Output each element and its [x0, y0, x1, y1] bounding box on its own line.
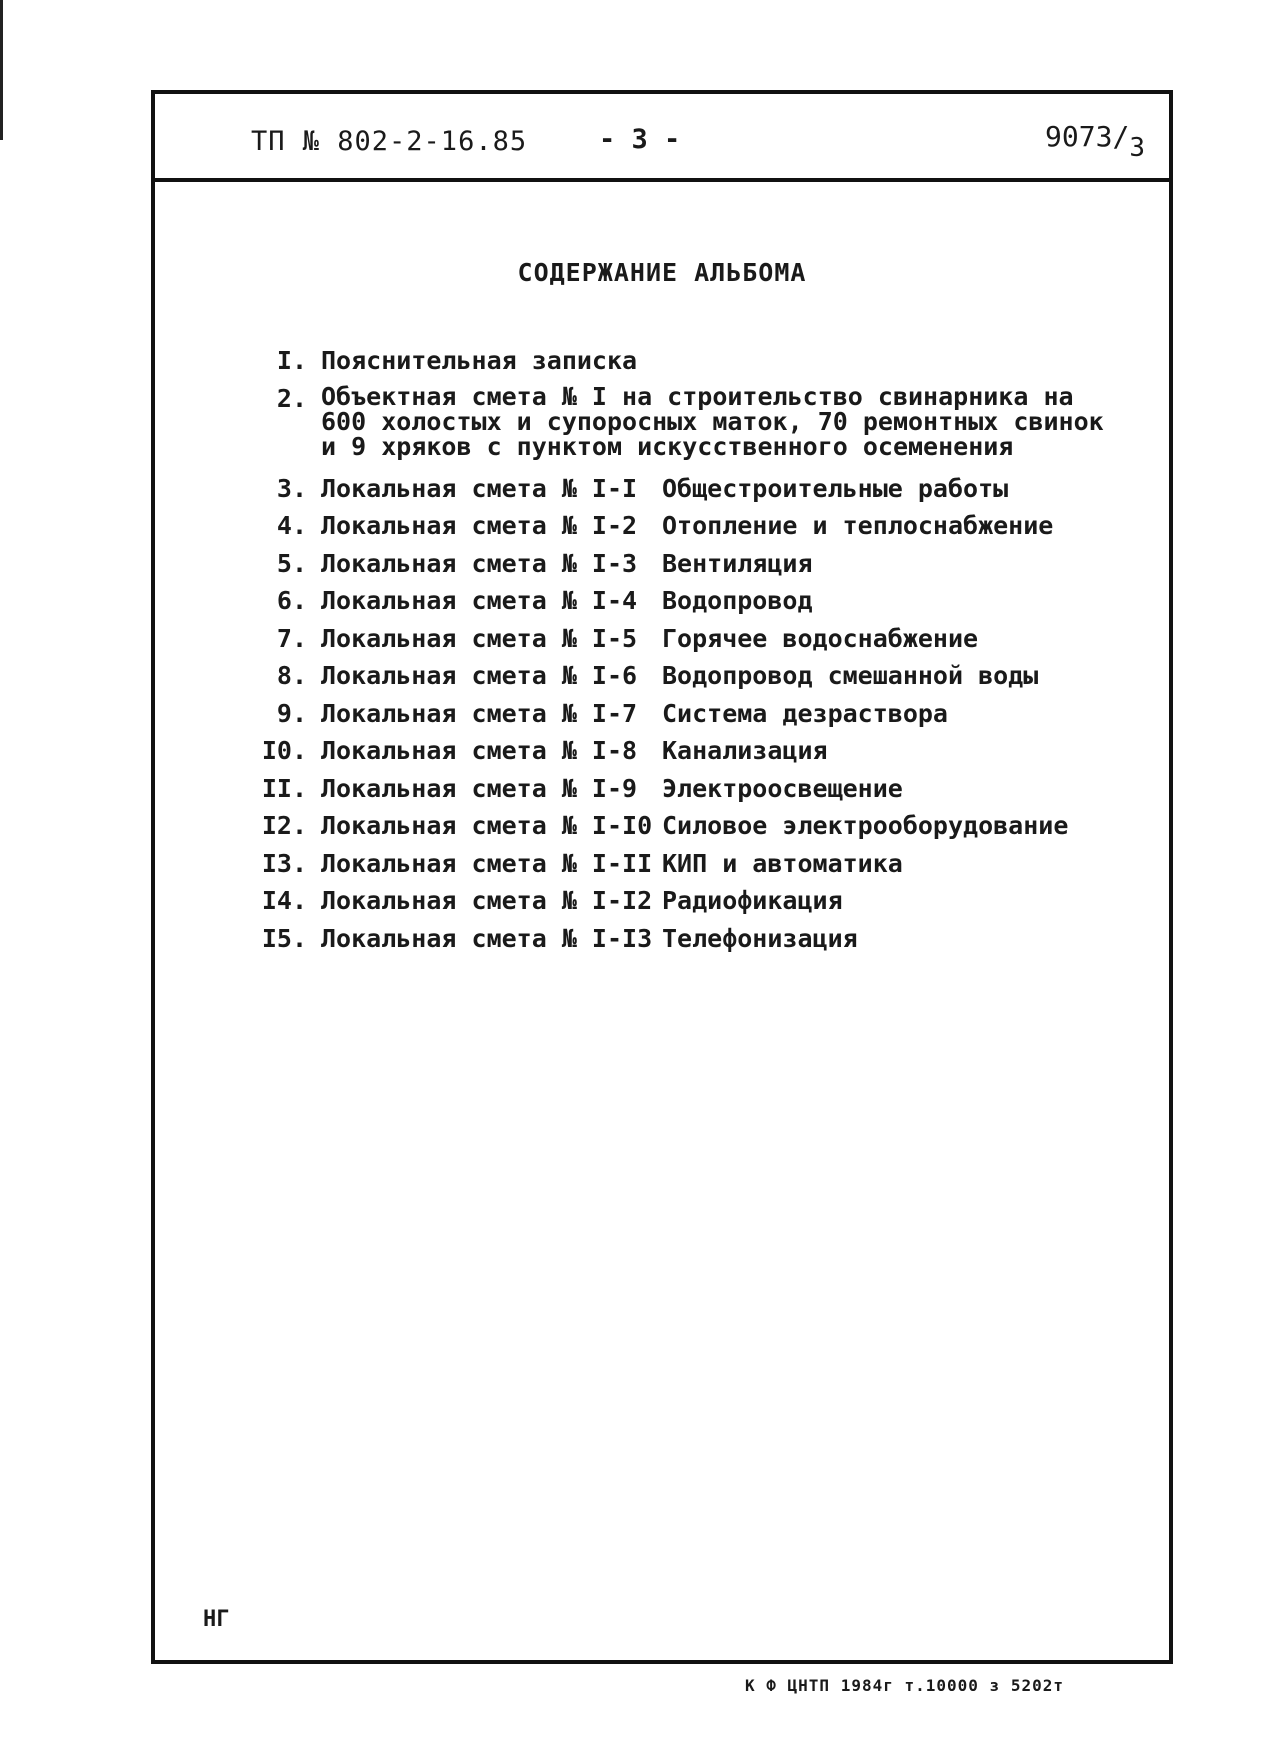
sheet-code-main: 9073/	[1045, 120, 1130, 153]
toc-item-number: 8.	[276, 661, 307, 690]
toc-item	[255, 381, 1155, 474]
page-title: СОДЕРЖАНИЕ АЛЬБОМА	[517, 258, 807, 287]
toc-item-name: Локальная смета № I-8	[321, 736, 638, 765]
sheet-code-sub: 3	[1129, 133, 1145, 163]
page-number: - 3 -	[599, 124, 681, 155]
toc-item	[255, 346, 1155, 384]
toc-item-number: 6.	[276, 586, 307, 615]
toc-item-name: Локальная смета № I-9	[321, 773, 638, 803]
toc-item-number: I.	[276, 346, 307, 375]
toc-item	[255, 849, 1155, 887]
toc-item-description: Горячее водоснабжение	[662, 623, 979, 653]
toc-item-name: Пояснительная записка	[321, 346, 638, 375]
toc-item-number: 9.	[276, 698, 307, 728]
toc-item-number: 4.	[276, 511, 307, 540]
toc-item-description: Вентиляция	[662, 548, 813, 578]
toc-item-description: Водопровод смешанной воды	[662, 661, 1039, 690]
toc-item	[255, 699, 1155, 737]
toc-item-number: 3.	[276, 473, 307, 503]
doc-code: ТП № 802-2-16.85	[251, 126, 528, 157]
toc-item-description: Телефонизация	[662, 923, 858, 953]
toc-item	[255, 774, 1155, 812]
scan-edge-mark	[0, 0, 3, 140]
toc-item-description: Общестроительные работы	[662, 473, 1009, 503]
toc-item-description: Силовое электрооборудование	[662, 811, 1069, 840]
toc-item-description: КИП и автоматика	[662, 848, 903, 878]
toc-item-name: Локальная смета № I-5	[321, 623, 638, 653]
toc-item-number: I2.	[261, 811, 307, 840]
toc-item-description: Система дезраствора	[662, 698, 948, 728]
toc-item-description: Водопровод	[662, 586, 813, 615]
toc-item-name: Локальная смета № I-7	[321, 698, 638, 728]
toc-item	[255, 474, 1155, 512]
toc-item-description: Радиофикация	[662, 886, 843, 915]
toc-item-number: II.	[261, 773, 307, 803]
stamp-mark: НГ	[203, 1607, 230, 1632]
toc-item	[255, 924, 1155, 962]
toc-item-name: Локальная смета № I-II	[321, 848, 653, 878]
table-of-contents	[255, 346, 1155, 961]
toc-item-name: Локальная смета № I-6	[321, 661, 638, 690]
toc-item	[255, 811, 1155, 849]
toc-item	[255, 661, 1155, 699]
toc-item	[255, 886, 1155, 924]
toc-item-name: Объектная смета № I на строительство свинарника на 600 холостых и супоросных маток, 70 ремонтных свинок и 9 хряков с пунктом искусственного осеменения	[321, 381, 1104, 461]
print-note: К Ф ЦНТП 1984г т.10000 з 5202т	[745, 1676, 1064, 1695]
toc-item-number: I0.	[261, 736, 307, 765]
document-frame	[151, 90, 1173, 1664]
toc-item-description: Электроосвещение	[662, 773, 903, 803]
toc-item-name: Локальная смета № I-I2	[321, 886, 653, 915]
toc-item-name: Локальная смета № I-4	[321, 586, 638, 615]
toc-item	[255, 624, 1155, 662]
toc-item-name: Локальная смета № I-I	[321, 473, 638, 503]
toc-item-name: Локальная смета № I-I3	[321, 923, 653, 953]
toc-item-description: Канализация	[662, 736, 828, 765]
toc-item-name: Локальная смета № I-3	[321, 548, 638, 578]
toc-item-number: 5.	[276, 548, 307, 578]
toc-item-number: I5.	[261, 923, 307, 953]
toc-item	[255, 736, 1155, 774]
sheet-code	[1045, 120, 1145, 163]
toc-item	[255, 549, 1155, 587]
header-block	[155, 94, 1169, 182]
toc-item-number: 2.	[276, 383, 307, 413]
toc-item-number: I4.	[261, 886, 307, 915]
toc-item	[255, 511, 1155, 549]
toc-item	[255, 586, 1155, 624]
toc-item-number: 7.	[276, 623, 307, 653]
toc-item-number: I3.	[261, 848, 307, 878]
toc-item-description: Отопление и теплоснабжение	[662, 511, 1054, 540]
toc-item-name: Локальная смета № I-I0	[321, 811, 653, 840]
toc-item-name: Локальная смета № I-2	[321, 511, 638, 540]
